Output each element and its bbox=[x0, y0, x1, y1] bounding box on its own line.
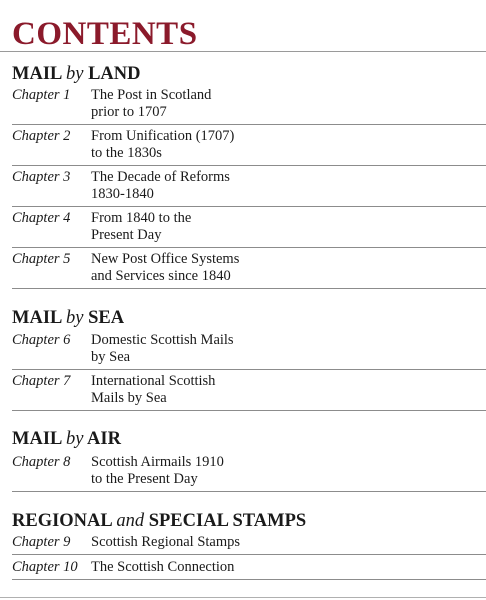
chapter-label: Chapter 9 bbox=[12, 534, 71, 550]
section-heading-topic: AIR bbox=[87, 429, 121, 449]
section-heading-topic: SEA bbox=[88, 308, 125, 328]
page-title: CONTENTS bbox=[12, 16, 198, 52]
section-heading-connector: by bbox=[65, 64, 84, 84]
chapter-title bbox=[91, 373, 471, 407]
section-heading-stamps bbox=[12, 510, 306, 532]
chapter-title bbox=[91, 87, 471, 121]
section-heading-connector: by bbox=[65, 308, 84, 328]
chapter-label: Chapter 1 bbox=[12, 87, 71, 103]
chapter-title-line: From Unification (1707) bbox=[91, 128, 235, 144]
chapter-title bbox=[91, 454, 471, 488]
title-rule bbox=[0, 51, 486, 52]
toc-entry-chapter-2[interactable] bbox=[12, 128, 486, 166]
chapter-label: Chapter 7 bbox=[12, 373, 71, 389]
toc-entry-chapter-7[interactable] bbox=[12, 373, 486, 411]
chapter-title-line: The Decade of Reforms bbox=[91, 169, 230, 185]
chapter-label: Chapter 8 bbox=[12, 454, 71, 470]
toc-entry-chapter-9[interactable] bbox=[12, 534, 486, 555]
toc-entry-chapter-10[interactable] bbox=[12, 559, 486, 580]
chapter-title-line: to the Present Day bbox=[91, 471, 198, 487]
chapter-title-line: From 1840 to the bbox=[91, 210, 192, 226]
chapter-title-line: to the 1830s bbox=[91, 145, 162, 161]
section-heading-air bbox=[12, 428, 121, 450]
toc-entry-chapter-8[interactable] bbox=[12, 454, 486, 492]
chapter-title-line: The Scottish Connection bbox=[91, 559, 235, 575]
section-heading-main: MAIL bbox=[12, 429, 62, 449]
chapter-title-line: prior to 1707 bbox=[91, 104, 167, 120]
toc-entry-chapter-3[interactable] bbox=[12, 169, 486, 207]
chapter-title-line: Scottish Airmails 1910 bbox=[91, 454, 224, 470]
toc-entry-chapter-6[interactable] bbox=[12, 332, 486, 370]
chapter-label: Chapter 3 bbox=[12, 169, 71, 185]
chapter-title bbox=[91, 169, 471, 203]
chapter-title bbox=[91, 332, 471, 366]
chapter-title-line: Scottish Regional Stamps bbox=[91, 534, 241, 550]
chapter-label: Chapter 10 bbox=[12, 559, 78, 575]
chapter-title-line: 1830-1840 bbox=[91, 186, 154, 202]
chapter-title bbox=[91, 251, 471, 285]
toc-entry-chapter-4[interactable] bbox=[12, 210, 486, 248]
chapter-title-line: International Scottish bbox=[91, 373, 216, 389]
section-heading-connector: and bbox=[116, 511, 145, 531]
chapter-label: Chapter 2 bbox=[12, 128, 71, 144]
section-heading-sea bbox=[12, 307, 124, 329]
section-heading-main: MAIL bbox=[12, 64, 62, 84]
chapter-title bbox=[91, 128, 471, 162]
section-heading-connector: by bbox=[65, 429, 84, 449]
section-heading-main: MAIL bbox=[12, 308, 62, 328]
section-heading-main: REGIONAL bbox=[12, 511, 112, 531]
chapter-label: Chapter 5 bbox=[12, 251, 71, 267]
chapter-label: Chapter 6 bbox=[12, 332, 71, 348]
bottom-rule bbox=[0, 597, 486, 598]
chapter-title-line: by Sea bbox=[91, 349, 131, 365]
chapter-title bbox=[91, 210, 471, 244]
chapter-title-line: Domestic Scottish Mails bbox=[91, 332, 234, 348]
toc-entry-chapter-5[interactable] bbox=[12, 251, 486, 289]
chapter-title-line: Mails by Sea bbox=[91, 390, 167, 406]
chapter-title bbox=[91, 559, 471, 576]
chapter-title bbox=[91, 534, 471, 551]
chapter-label: Chapter 4 bbox=[12, 210, 71, 226]
toc-entry-chapter-1[interactable] bbox=[12, 87, 486, 125]
chapter-title-line: New Post Office Systems bbox=[91, 251, 240, 267]
section-heading-topic: SPECIAL STAMPS bbox=[148, 511, 307, 531]
chapter-title-line: Present Day bbox=[91, 227, 162, 243]
chapter-title-line: and Services since 1840 bbox=[91, 268, 231, 284]
section-heading-topic: LAND bbox=[88, 64, 141, 84]
chapter-title-line: The Post in Scotland bbox=[91, 87, 212, 103]
section-heading-land bbox=[12, 63, 140, 85]
